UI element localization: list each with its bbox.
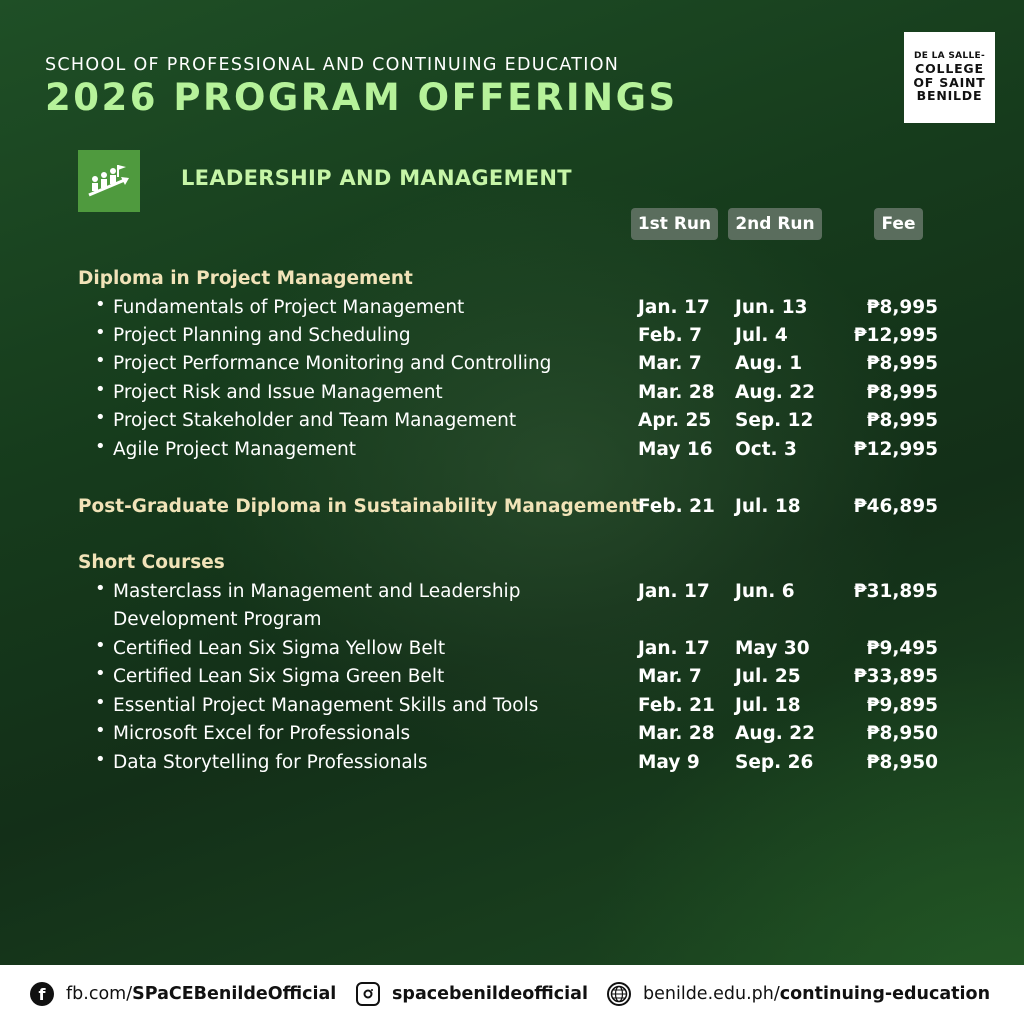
course-fee: ₱9,895 (866, 695, 938, 716)
course-run1: Feb. 7 (638, 325, 703, 346)
logo-line-3: OF SAINT (913, 74, 986, 90)
bullet: • (95, 635, 106, 656)
table-row (0, 749, 1024, 777)
course-run2: Jul. 18 (735, 496, 801, 517)
course-fee: ₱9,495 (866, 638, 938, 659)
course-run2: Oct. 3 (735, 439, 797, 460)
bullet: • (95, 350, 106, 371)
table-row (0, 407, 1024, 435)
course-name: Certified Lean Six Sigma Yellow Belt (113, 638, 446, 659)
facebook-prefix: fb.com/ (66, 984, 133, 1004)
instagram-handle: spacebenildeofficial (392, 984, 588, 1004)
web-prefix: benilde.edu.ph/ (643, 984, 780, 1004)
course-fee: ₱8,950 (866, 723, 938, 744)
website-link[interactable] (607, 982, 990, 1006)
group-title-diploma-project-management: Diploma in Project Management (78, 268, 413, 289)
globe-icon (607, 982, 631, 1006)
course-run1: Mar. 7 (638, 353, 702, 374)
bullet: • (95, 749, 106, 770)
course-fee: ₱8,995 (866, 410, 938, 431)
course-run2: Aug. 22 (735, 723, 815, 744)
bullet: • (95, 720, 106, 741)
instagram-icon (356, 982, 380, 1006)
course-fee: ₱8,995 (866, 353, 938, 374)
table-row (0, 578, 1024, 634)
course-name: Project Planning and Scheduling (113, 325, 411, 346)
course-run2: Aug. 1 (735, 353, 803, 374)
course-run2: May 30 (735, 638, 810, 659)
course-run2: Jun. 6 (735, 581, 795, 602)
course-name-line2: Development Program (113, 609, 322, 630)
course-fee: ₱8,995 (866, 297, 938, 318)
header-subtitle: SCHOOL OF PROFESSIONAL AND CONTINUING EDUCATION (45, 55, 620, 75)
course-name: Data Storytelling for Professionals (113, 752, 428, 773)
course-fee: ₱12,995 (853, 325, 938, 346)
course-run2: Jul. 18 (735, 695, 801, 716)
bullet: • (95, 692, 106, 713)
group-title-sustainability-management: Post-Graduate Diploma in Sustainability Management (78, 496, 641, 517)
course-run2: Jun. 13 (735, 297, 808, 318)
facebook-link[interactable] (30, 982, 336, 1006)
page-title: 2026 PROGRAM OFFERINGS (45, 76, 678, 119)
course-run1: Feb. 21 (638, 695, 715, 716)
logo-line-1: DE LA SALLE- (914, 51, 985, 62)
bullet: • (95, 436, 106, 457)
course-run1: May 16 (638, 439, 713, 460)
bullet: • (95, 294, 106, 315)
table-row (0, 663, 1024, 691)
course-run1: Jan. 17 (638, 297, 710, 318)
table-row (0, 635, 1024, 663)
course-run2: Aug. 22 (735, 382, 815, 403)
course-run2: Sep. 26 (735, 752, 814, 773)
table-row (0, 379, 1024, 407)
course-name: Project Stakeholder and Team Management (113, 410, 517, 431)
section-title: LEADERSHIP AND MANAGEMENT (181, 166, 572, 190)
bullet: • (95, 663, 106, 684)
table-row (0, 294, 1024, 322)
course-name: Project Performance Monitoring and Controlling (113, 353, 552, 374)
course-name: Masterclass in Management and Leadership (113, 581, 521, 602)
course-run1: Apr. 25 (638, 410, 712, 431)
course-name: Agile Project Management (113, 439, 356, 460)
table-row (0, 350, 1024, 378)
course-run1: Mar. 28 (638, 382, 715, 403)
course-run1: Jan. 17 (638, 581, 710, 602)
logo-line-2: COLLEGE (915, 61, 984, 77)
course-run2: Jul. 4 (735, 325, 788, 346)
leadership-growth-icon (78, 150, 140, 212)
web-path: continuing-education (779, 984, 991, 1004)
course-fee: ₱8,995 (866, 382, 938, 403)
bullet: • (95, 322, 106, 343)
course-fee: ₱33,895 (853, 666, 938, 687)
column-header-fee: Fee (874, 208, 923, 240)
bullet: • (95, 578, 106, 599)
course-fee: ₱8,950 (866, 752, 938, 773)
course-name: Fundamentals of Project Management (113, 297, 465, 318)
table-row (0, 436, 1024, 464)
footer-bar (0, 965, 1024, 1024)
course-run1: Jan. 17 (638, 638, 710, 659)
course-run1: May 9 (638, 752, 700, 773)
course-name: Essential Project Management Skills and Tools (113, 695, 539, 716)
table-row (0, 322, 1024, 350)
instagram-link[interactable] (356, 982, 588, 1006)
course-name: Certified Lean Six Sigma Green Belt (113, 666, 445, 687)
table-row-sustainability-diploma (0, 493, 1024, 521)
college-logo (904, 32, 995, 123)
course-run1: Mar. 7 (638, 666, 702, 687)
bullet: • (95, 379, 106, 400)
column-header-1st-run: 1st Run (631, 208, 718, 240)
course-run2: Jul. 25 (735, 666, 801, 687)
facebook-icon: f (30, 982, 54, 1006)
course-fee: ₱46,895 (853, 496, 938, 517)
column-header-2nd-run: 2nd Run (728, 208, 822, 240)
table-row (0, 692, 1024, 720)
course-run2: Sep. 12 (735, 410, 814, 431)
logo-line-4: BENILDE (916, 88, 983, 104)
course-run1: Mar. 28 (638, 723, 715, 744)
bullet: • (95, 407, 106, 428)
course-fee: ₱12,995 (853, 439, 938, 460)
course-fee: ₱31,895 (853, 581, 938, 602)
facebook-handle: SPaCEBenildeOfficial (132, 984, 337, 1004)
course-name: Microsoft Excel for Professionals (113, 723, 411, 744)
course-name: Project Risk and Issue Management (113, 382, 443, 403)
course-run1: Feb. 21 (638, 496, 715, 517)
table-row (0, 720, 1024, 748)
group-title-short-courses: Short Courses (78, 552, 225, 573)
